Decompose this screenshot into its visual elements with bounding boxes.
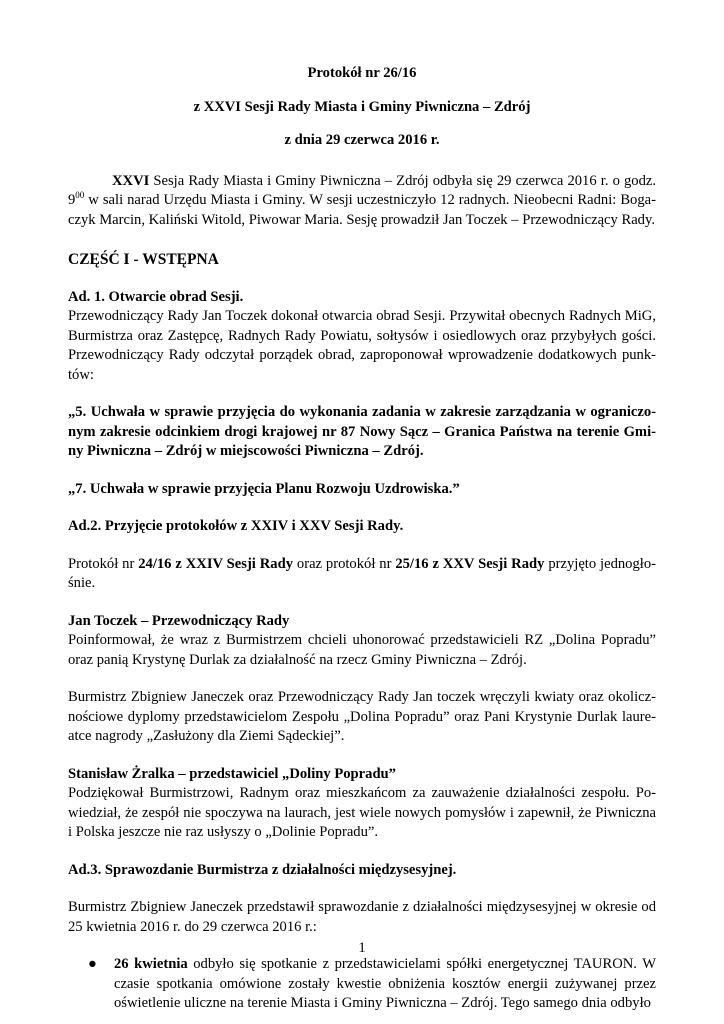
ad2-text [68,555,656,594]
toczek-heading: Jan Toczek – Przewodniczący Rady [68,612,290,629]
zralka-text: Podziękował Burmistrzowi, Radnym oraz mieszkańcom za zauważenie działalności zespołu. Po-wiedział, że zespół nie spoczywa na laurach, jest wiele nowych pomysłów i zapewnił, że Piwniczna i Polska jeszcze nie raz usłyszy o „Dolinie Popradu”. [68,785,656,840]
ad2-text-e: przyjęto jednogło-śnie. [68,555,656,591]
ad2-text-c: oraz protokół nr [293,555,396,572]
bullet1-date: 26 kwietnia [114,956,188,972]
protocol-title: Protokół nr 26/16 [307,65,417,81]
ad2-heading: Ad.2. Przyjęcie protokołów z XXIV i XXV Sesji Rady. [68,518,404,534]
document-page [68,64,656,1014]
ad1-item5: „5. Uchwała w sprawie przyjęcia do wykonania zadania w zakresie zarządzania w ograniczo-nym zakresie odcinkiem drogi krajowej nr 87 Nowy Sącz – Granica Państwa na terenie Gmi-ny Piwniczna – Zdrój w miejscowości Piwniczna – Zdrój. [68,404,656,459]
bullet-icon: ● [88,956,97,972]
ad3-heading: Ad.3. Sprawozdanie Burmistrza z działalności międzysesyjnej. [68,861,457,878]
toczek-text: Poinformował, że wraz z Burmistrzem chcieli uhonorować przedstawicieli RZ „Dolina Popradu” oraz panią Krystynę Durlak za działalność na rzecz Gminy Piwniczna – Zdrój. [68,632,656,668]
ad2-text-a: Protokół nr [68,555,139,572]
ad1-text: Przewodniczący Rady Jan Toczek dokonał otwarcia obrad Sesji. Przywitał obecnych Radnych MiG, Burmistrza oraz Zastępcę, Radnych Rady Powiatu, sołtysów i osiedlowych oraz przybyłych gości. Przewodniczący Rady odczytał porządek obrad, zaproponował wprowadzenie dodatkowych punk-tów: [68,308,656,383]
part1-heading: CZĘŚĆ I - WSTĘPNA [68,251,219,268]
ad3-text: Burmistrz Zbigniew Janeczek przedstawił sprawozdanie z działalności międzysesyjnej w okresie od 25 kwietnia 2016 r. do 29 czerwca 2016 r.: [68,899,656,935]
zralka-heading: Stanisław Żralka – przedstawiciel „Doliny Popradu” [68,765,396,782]
session-title: z XXVI Sesji Rady Miasta i Gminy Piwniczna – Zdrój [193,98,531,115]
ad1-item7: „7. Uchwała w sprawie przyjęcia Planu Rozwoju Uzdrowiska.” [68,480,460,497]
ad3-list [68,955,656,1014]
ad2-text-d: 25/16 z XXV Sesji Rady [395,555,545,572]
intro-text-a: Sesja Rady Miasta i Gminy Piwniczna – Zdrój odbyła się 29 czerwca 2016 r. o godz. 9 [68,172,656,208]
ad2-text-b: 24/16 z XXIV Sesji Rady [138,555,294,572]
bullet1-text: odbyło się spotkanie z przedstawicielami spółki energetycznej TAURON. W czasie spotkania omówione zostały kwestie obniżenia kosztów energii zużywanej przez oświetlenie uliczne na terenie Miasta i Gminy Piwniczna – Zdrój. Tego samego dnia odbyło [114,956,656,1011]
page-number: 1 [358,940,366,956]
ad1-heading: Ad. 1. Otwarcie obrad Sesji. [68,288,244,305]
intro-bold: XXVI [112,172,150,189]
intro-paragraph [68,172,656,231]
list-item [68,955,656,1014]
intro-text-b: w sali narad Urzędu Miasta i Gminy. W sesji uczestniczyło 12 radnych. Nieobecni Radni: Boga-czyk Marcin, Kaliński Witold, Piwowar Maria. Sesję prowadził Jan Toczek – Przewodniczący Rady. [68,192,656,228]
session-date: z dnia 29 czerwca 2016 r. [284,132,440,148]
toczek-text2: Burmistrz Zbigniew Janeczek oraz Przewodniczący Rady Jan toczek wręczyli kwiaty oraz okolicz-nościowe dyplomy przedstawicielom Zespołu „Dolina Popradu” oraz Pani Krystynie Durlak laure-atce nagrody „Zasłużony dla Ziemi Sądeckiej”. [68,689,656,744]
intro-time-sup: 00 [75,190,85,201]
